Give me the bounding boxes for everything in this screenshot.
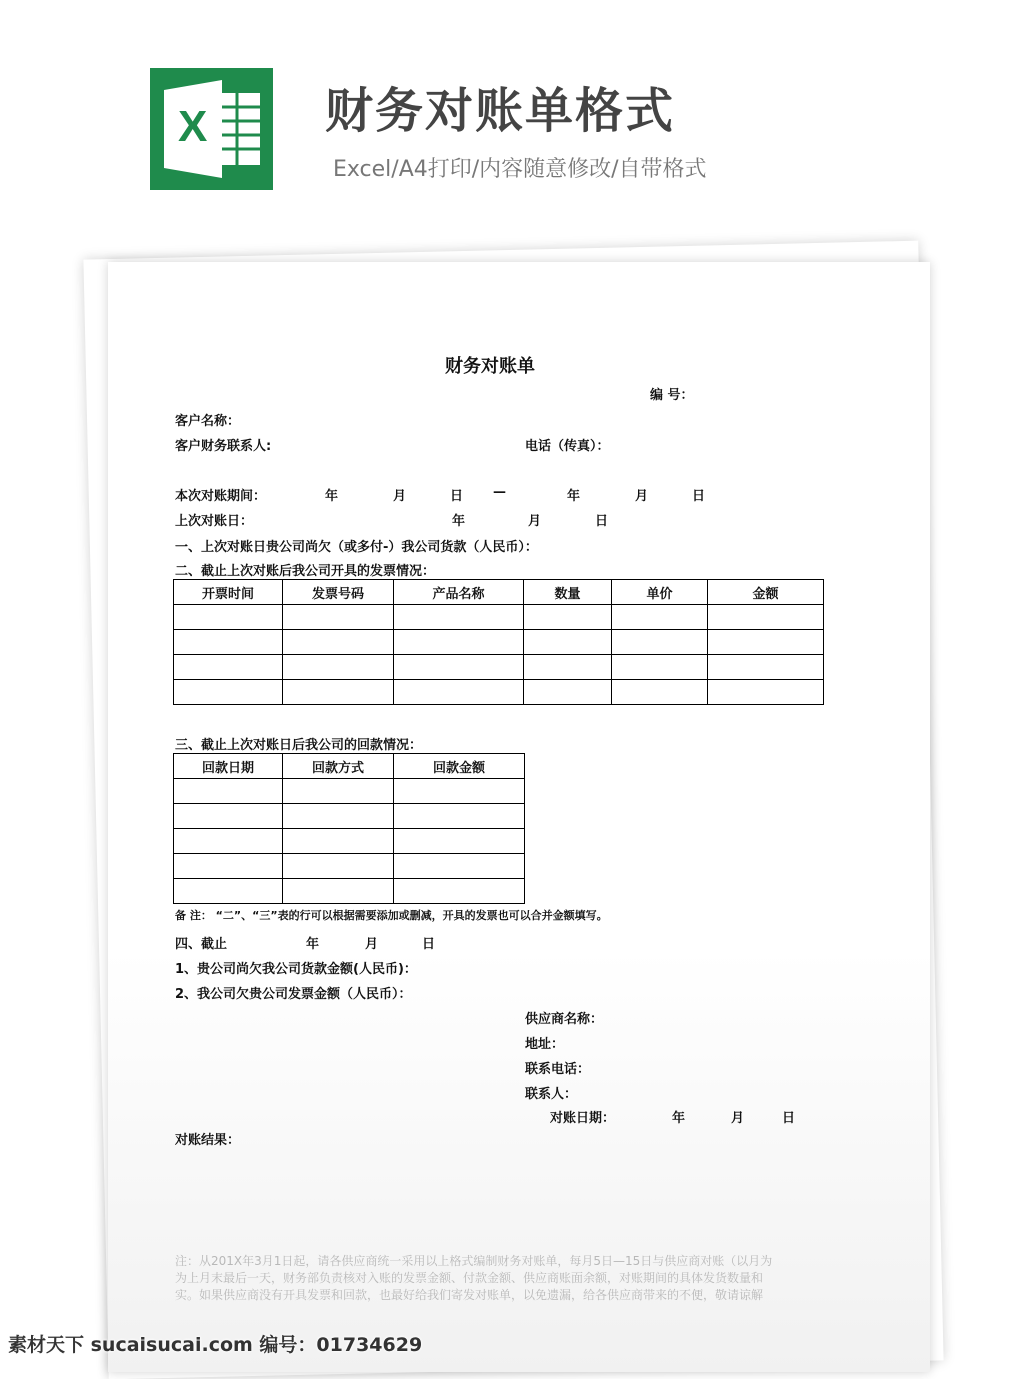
contact-phone-label: 联系电话：: [525, 1062, 591, 1077]
invoice-table-header-row: [174, 580, 824, 605]
section-4-day: 日: [422, 937, 436, 952]
table-cell[interactable]: [524, 630, 612, 655]
table-row: [174, 879, 525, 904]
table-cell[interactable]: [174, 779, 283, 804]
table-cell[interactable]: [394, 779, 525, 804]
section-4-prefix: 四、截止: [175, 937, 228, 952]
item-1-text: 1、贵公司尚欠我公司货款金额(人民币)：: [175, 962, 417, 977]
contact-person-label: 联系人：: [525, 1087, 578, 1102]
period-end-year: 年: [567, 489, 581, 504]
invoice-col-quantity: 数量: [524, 580, 612, 605]
table-cell[interactable]: [612, 630, 708, 655]
table-row: [174, 854, 525, 879]
table-row: [174, 605, 824, 630]
table-cell[interactable]: [174, 605, 283, 630]
period-start-year: 年: [325, 489, 339, 504]
table-cell[interactable]: [394, 630, 524, 655]
period-label: 本次对账期间：: [175, 489, 267, 504]
footnote-line: 实。如果供应商没有开具发票和回款，也最好给我们寄发对账单，以免遗漏，给各供应商带来的不便，敬请谅解: [175, 1288, 764, 1302]
table-cell[interactable]: [283, 854, 394, 879]
table-cell[interactable]: [283, 655, 394, 680]
invoice-col-number: 发票号码: [283, 580, 394, 605]
invoice-col-product: 产品名称: [394, 580, 524, 605]
section-4-year: 年: [306, 937, 320, 952]
table-cell[interactable]: [612, 655, 708, 680]
page-title: 财务对账单格式: [325, 83, 676, 139]
table-cell[interactable]: [524, 605, 612, 630]
table-cell[interactable]: [283, 779, 394, 804]
table-row: [174, 804, 525, 829]
excel-logo-icon: [150, 68, 273, 190]
section-3-text: 三、截止上次对账日后我公司的回款情况：: [175, 738, 423, 753]
payment-table: [173, 753, 525, 904]
watermark: 素材天下 sucaisucai.com 编号：01734629: [8, 1334, 423, 1356]
number-label: 编 号：: [650, 388, 694, 403]
table-cell[interactable]: [394, 879, 525, 904]
last-date-year: 年: [452, 514, 466, 529]
address-label: 地址：: [525, 1037, 565, 1052]
period-start-month: 月: [393, 489, 407, 504]
section-4-month: 月: [365, 937, 379, 952]
check-date-year: 年: [672, 1111, 686, 1126]
table-cell[interactable]: [174, 854, 283, 879]
page-subtitle: Excel/A4打印/内容随意修改/自带格式: [333, 157, 707, 182]
invoice-col-amount: 金额: [708, 580, 824, 605]
table-cell[interactable]: [174, 655, 283, 680]
table-cell[interactable]: [283, 630, 394, 655]
table-row: [174, 829, 525, 854]
table-cell[interactable]: [283, 680, 394, 705]
table-cell[interactable]: [283, 605, 394, 630]
table-cell[interactable]: [174, 879, 283, 904]
table-cell[interactable]: [394, 804, 525, 829]
check-date-month: 月: [731, 1111, 745, 1126]
supplier-name-label: 供应商名称：: [525, 1012, 604, 1027]
payment-col-amount: 回款金额: [394, 754, 525, 779]
table-cell[interactable]: [394, 605, 524, 630]
footnote-line: 为上月末最后一天，财务部负责核对入账的发票金额、付款金额、供应商账面余额，对账期间的具体发货数量和: [175, 1271, 764, 1285]
table-cell[interactable]: [174, 829, 283, 854]
section-2-text: 二、截止上次对账后我公司开具的发票情况：: [175, 564, 436, 579]
table-cell[interactable]: [174, 630, 283, 655]
table-cell[interactable]: [283, 879, 394, 904]
document-title: 财务对账单: [445, 356, 535, 377]
check-date-label: 对账日期：: [550, 1111, 616, 1126]
check-date-day: 日: [782, 1111, 796, 1126]
last-date-label: 上次对账日：: [175, 514, 254, 529]
result-label: 对账结果：: [175, 1133, 241, 1148]
table-cell[interactable]: [612, 605, 708, 630]
last-date-month: 月: [528, 514, 542, 529]
item-2-text: 2、我公司欠贵公司发票金额（人民币）：: [175, 987, 412, 1002]
table-cell[interactable]: [524, 655, 612, 680]
table-cell[interactable]: [394, 854, 525, 879]
customer-name-label: 客户名称：: [175, 414, 241, 429]
table-cell[interactable]: [283, 829, 394, 854]
table-cell[interactable]: [174, 804, 283, 829]
phone-label: 电话（传真）：: [525, 439, 610, 454]
table-cell[interactable]: [708, 605, 824, 630]
table-row: [174, 630, 824, 655]
remark-text: 备 注： “二”、“三”表的行可以根据需要添加或删减，开具的发票也可以合并金额填写。: [175, 909, 608, 922]
payment-col-method: 回款方式: [283, 754, 394, 779]
section-1-text: 一、上次对账日贵公司尚欠（或多付-）我公司货款（人民币）：: [175, 540, 538, 555]
table-cell[interactable]: [283, 804, 394, 829]
table-row: [174, 680, 824, 705]
customer-contact-label: 客户财务联系人:: [175, 439, 272, 454]
payment-col-date: 回款日期: [174, 754, 283, 779]
table-cell[interactable]: [708, 655, 824, 680]
last-date-day: 日: [595, 514, 609, 529]
period-end-day: 日: [692, 489, 706, 504]
table-cell[interactable]: [524, 680, 612, 705]
table-row: [174, 655, 824, 680]
table-cell[interactable]: [394, 655, 524, 680]
table-cell[interactable]: [708, 630, 824, 655]
footnote: [175, 1253, 823, 1304]
table-row: [174, 779, 525, 804]
invoice-table: [173, 579, 824, 705]
table-cell[interactable]: [708, 680, 824, 705]
payment-table-header-row: [174, 754, 525, 779]
table-cell[interactable]: [394, 680, 524, 705]
table-cell[interactable]: [394, 829, 525, 854]
period-dash: —: [493, 485, 506, 500]
table-cell[interactable]: [612, 680, 708, 705]
period-end-month: 月: [635, 489, 649, 504]
invoice-col-price: 单价: [612, 580, 708, 605]
table-cell[interactable]: [174, 680, 283, 705]
period-start-day: 日: [450, 489, 464, 504]
footnote-line: 注：从201X年3月1日起，请各供应商统一采用以上格式编制财务对账单，每月5日—15日与供应商对账（以月为: [175, 1254, 773, 1268]
logo-letter: X: [178, 102, 208, 151]
invoice-col-time: 开票时间: [174, 580, 283, 605]
